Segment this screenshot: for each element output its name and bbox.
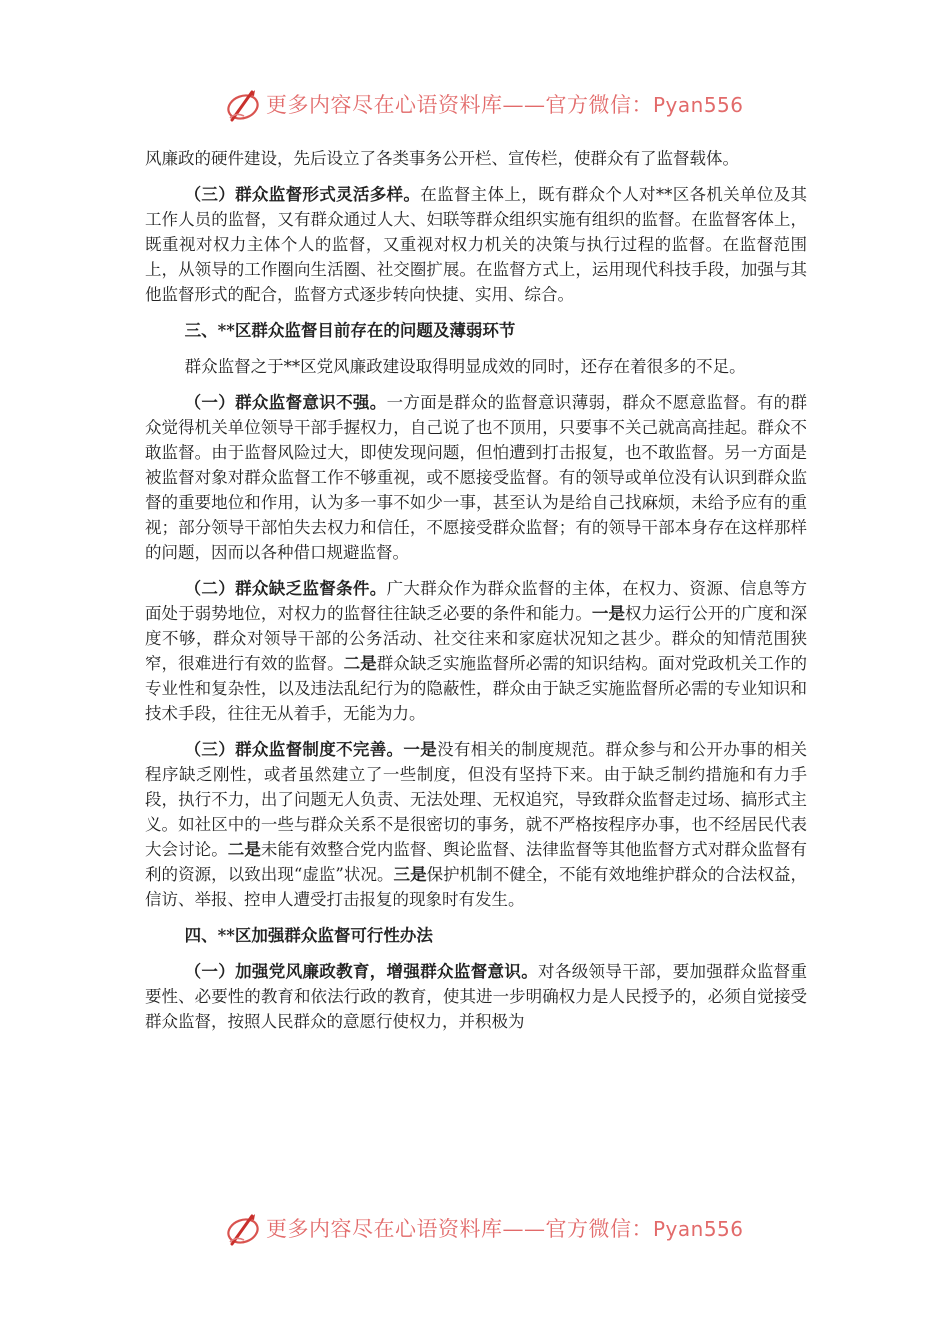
pen-swirl-logo-icon xyxy=(224,1210,264,1250)
banner-dash: —— xyxy=(502,1217,546,1241)
paragraph-system: （三）群众监督制度不完善。一是没有相关的制度规范。群众参与和公开办事的相关程序缺乏刚性，或者虽然建立了一些制度，但没有坚持下来。由于缺乏制约措施和有力手段，执行不力，出了问题无人负责、无法处理、无权追究，导致群众监督走过场、搞形式主义。如社区中的一些与群众关系不是很密切的事务，就不严格按程序办事，也不经居民代表大会讨论。二是未能有效整合党内监督、舆论监督、法律监督等其他监督方式对群众监督有利的资源，以致出现“虚监”状况。三是保护机制不健全，不能有效地维护群众的合法权益，信访、举报、控申人遭受打击报复的现象时有发生。 xyxy=(145,740,808,909)
banner-wechat-label: 官方微信： xyxy=(545,1217,653,1241)
document-body xyxy=(145,146,807,1034)
paragraph-intro: 群众监督之于**区党风廉政建设取得明显成效的同时，还存在着很多的不足。 xyxy=(184,357,746,376)
banner-wechat-label: 官方微信： xyxy=(545,93,653,117)
paragraph-education: （一）加强党风廉政教育，增强群众监督意识。对各级领导干部，要加强群众监督重要性、必要性的教育和依法行政的教育，使其进一步明确权力是人民授予的，必须自觉接受群众监督，按照人民群众的意愿行使权力，并积极为 xyxy=(145,962,808,1031)
banner-handle: Pyan556 xyxy=(653,1217,744,1241)
paragraph-lead: （一）群众监督意识不强。 xyxy=(184,393,387,412)
paragraph-awareness: （一）群众监督意识不强。一方面是群众的监督意识薄弱，群众不愿意监督。有的群众觉得机关单位领导干部手握权力，自己说了也不顶用，只要事不关己就高高挂起。群众不敢监督。由于监督风险过大，即使发现问题，但怕遭到打击报复，也不敢监督。另一方面是被监督对象对群众监督工作不够重视，或不愿接受监督。有的领导或单位没有认识到群众监督的重要地位和作用，认为多一事不如少一事，甚至认为是给自己找麻烦，未给予应有的重视；部分领导干部怕失去权力和信任，不愿接受群众监督；有的领导干部本身存在这样那样的问题，因而以各种借口规避监督。 xyxy=(145,393,808,562)
section-heading-4: 四、**区加强群众监督可行性办法 xyxy=(184,926,433,945)
banner-dash: —— xyxy=(502,93,546,117)
paragraph-conditions: （二）群众缺乏监督条件。广大群众作为群众监督的主体，在权力、资源、信息等方面处于弱势地位，对权力的监督往往缺乏必要的条件和能力。一是权力运行公开的广度和深度不够，群众对领导干部的公务活动、社交往来和家庭状况知之甚少。群众的知情范围狭窄，很难进行有效的监督。二是群众缺乏实施监督所必需的知识结构。面对党政机关工作的专业性和复杂性，以及违法乱纪行为的隐蔽性，群众由于缺乏实施监督所必需的专业知识和技术手段，往往无从着手，无能为力。 xyxy=(145,579,808,723)
paragraph-supervision-forms: （三）群众监督形式灵活多样。在监督主体上，既有群众个人对**区各机关单位及其工作人员的监督，又有群众通过人大、妇联等群众组织实施有组织的监督。在监督客体上，既重视对权力主体个人的监督，又重视对权力机关的决策与执行过程的监督。在监督范围上，从领导的工作圈向生活圈、社交圈扩展。在监督方式上，运用现代科技手段，加强与其他监督形式的配合，监督方式逐步转向快捷、实用、综合。 xyxy=(145,185,808,304)
footer-banner xyxy=(0,1208,950,1252)
banner-handle: Pyan556 xyxy=(653,93,744,117)
banner-main-text: 更多内容尽在心语资料库 xyxy=(266,1217,503,1241)
paragraph-lead: （三）群众监督制度不完善。 xyxy=(184,740,404,759)
pen-swirl-logo-icon xyxy=(224,86,264,126)
paragraph-lead: （三）群众监督形式灵活多样。 xyxy=(184,185,421,204)
banner-text xyxy=(266,90,744,120)
paragraph-continued: 风廉政的硬件建设，先后设立了各类事务公开栏、宣传栏，使群众有了监督载体。 xyxy=(145,149,739,168)
header-banner xyxy=(0,84,950,128)
section-heading-3: 三、**区群众监督目前存在的问题及薄弱环节 xyxy=(184,321,516,340)
paragraph-lead: （二）群众缺乏监督条件。 xyxy=(184,579,387,598)
paragraph-lead: （一）加强党风廉政教育，增强群众监督意识。 xyxy=(184,962,539,981)
banner-text xyxy=(266,1214,744,1244)
banner-main-text: 更多内容尽在心语资料库 xyxy=(266,93,503,117)
